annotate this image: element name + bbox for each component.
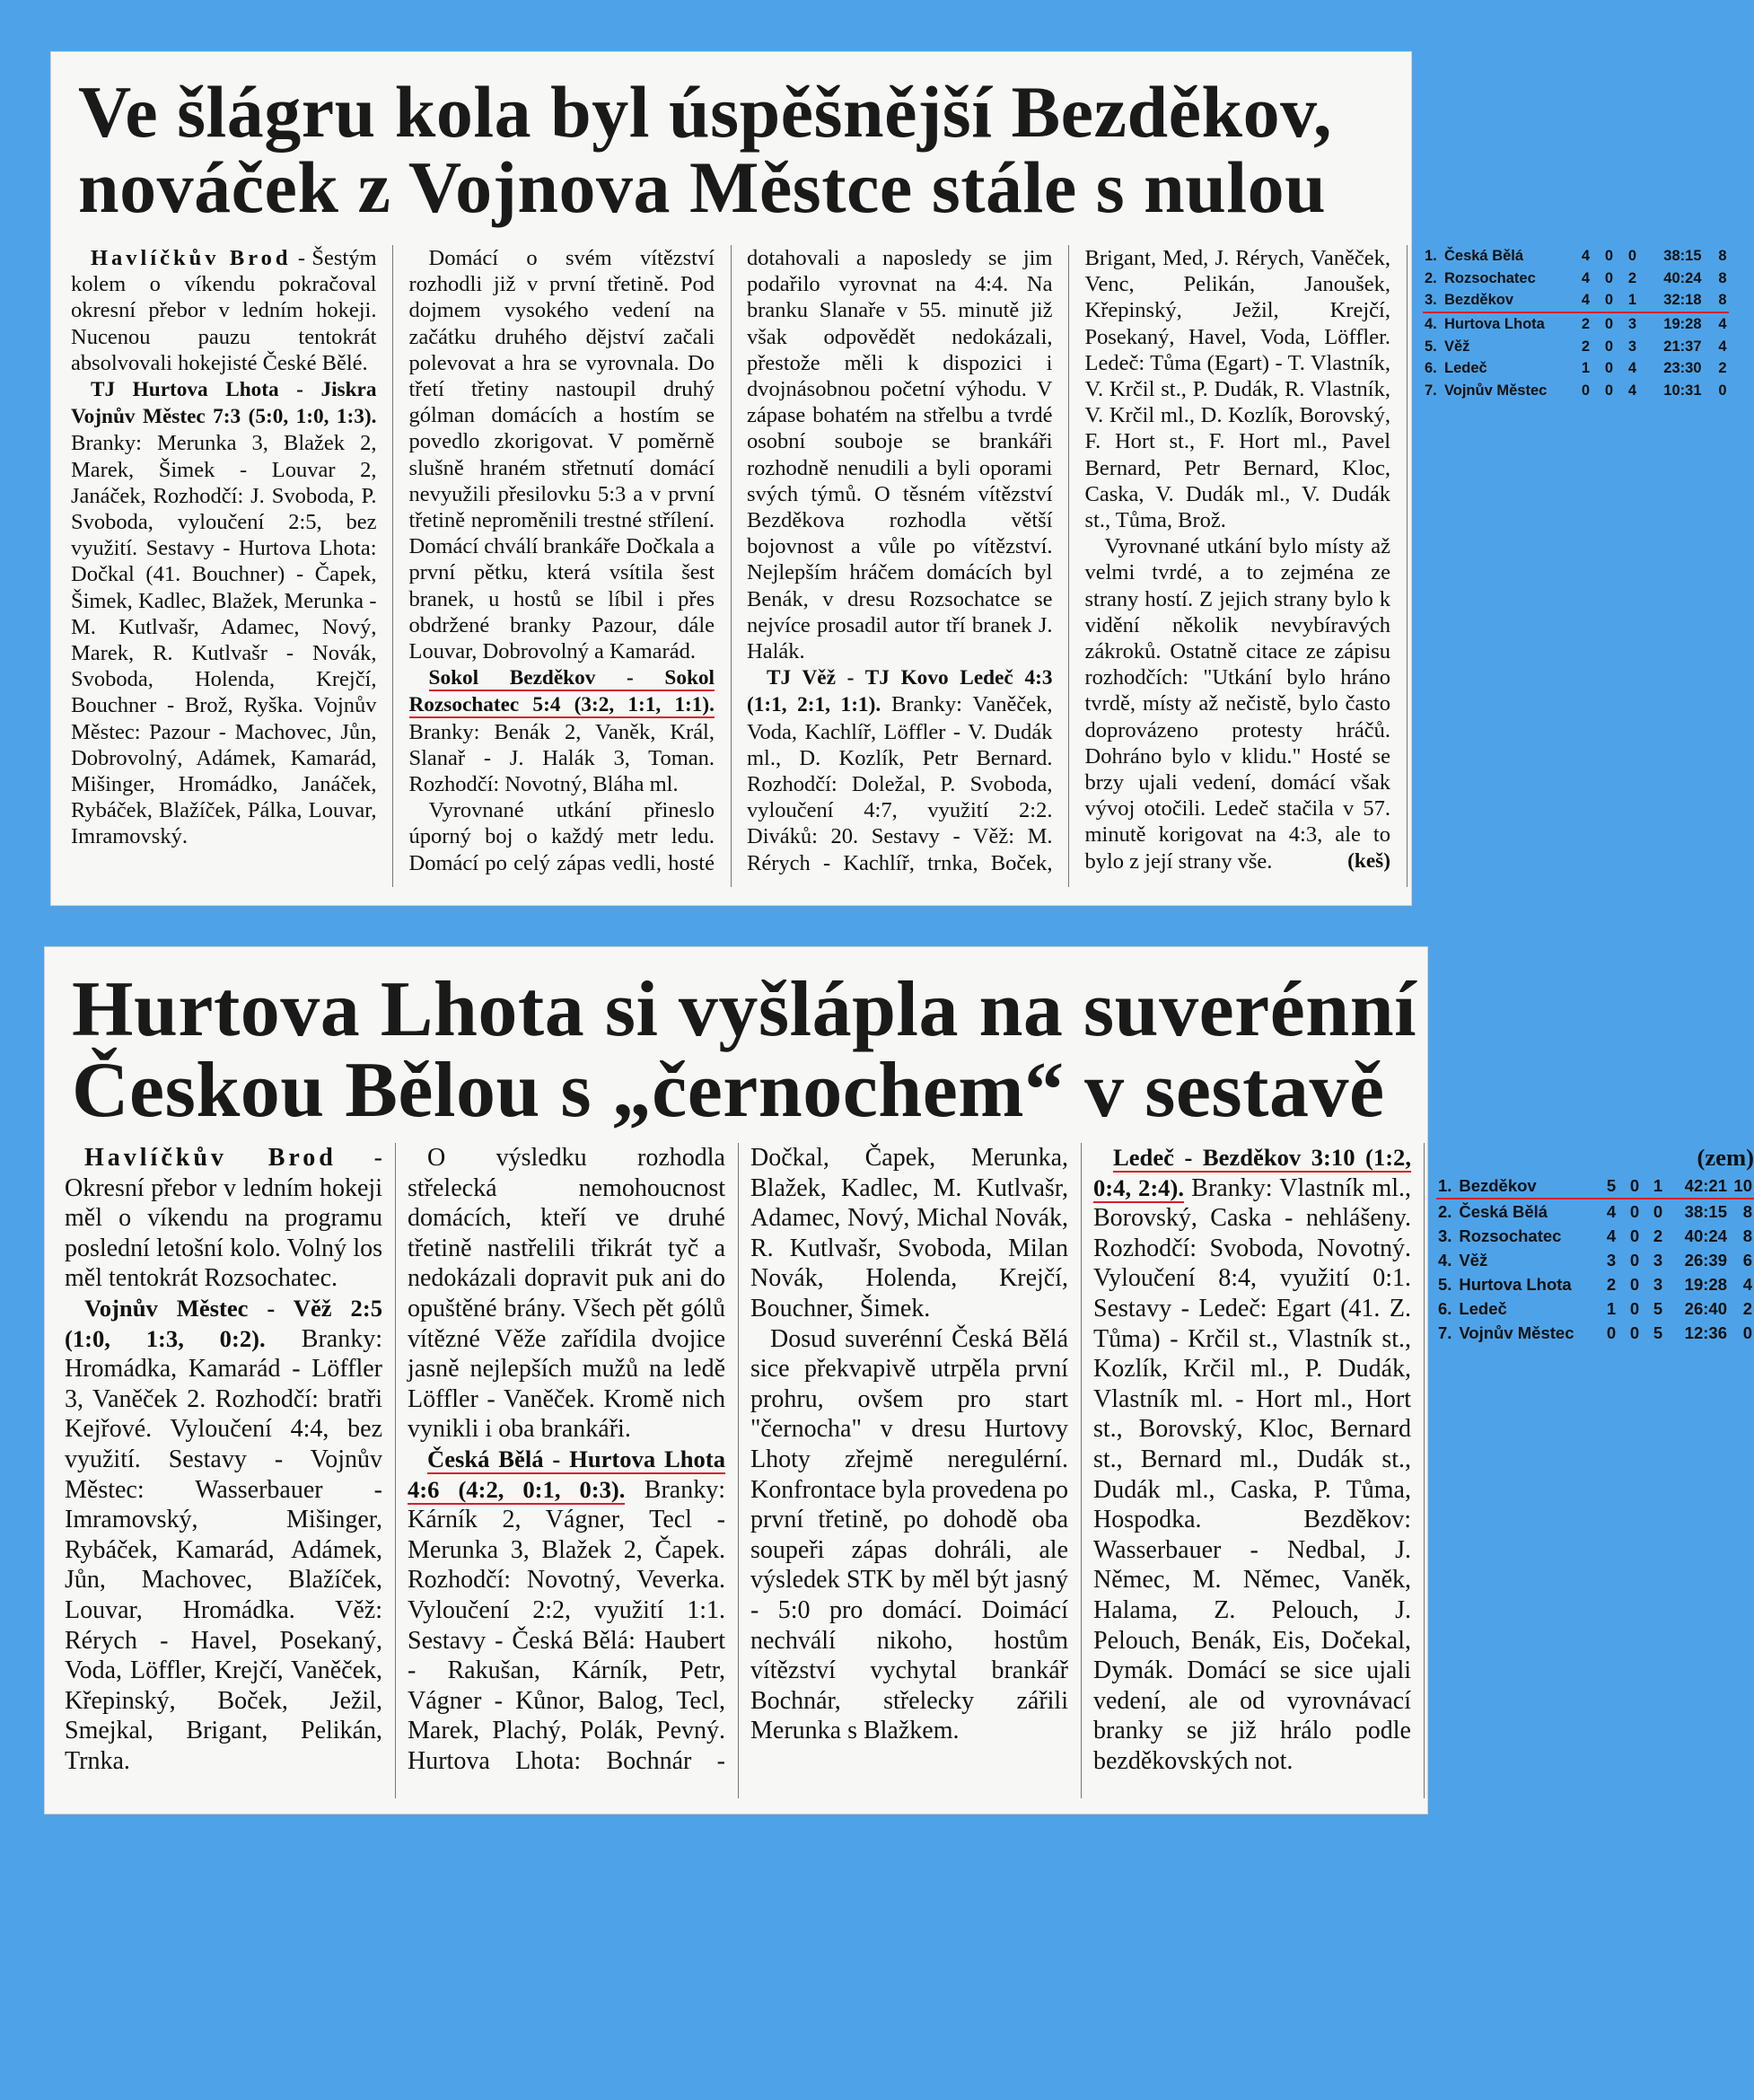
standings-pts: 10 — [1729, 1173, 1754, 1199]
standings-l: 4 — [1627, 382, 1637, 399]
standings-team: Česká Bělá — [1443, 248, 1524, 264]
standings-d: 0 — [1623, 1173, 1646, 1199]
standings-l: 5 — [1653, 1299, 1663, 1319]
standings-w: 4 — [1574, 289, 1598, 312]
standings-team: Hurtova Lhota — [1443, 315, 1545, 332]
standings-d: 0 — [1629, 1299, 1640, 1319]
standings-score: 38:15 — [1663, 248, 1702, 264]
standings-team: Ledeč — [1459, 1299, 1507, 1319]
standings-score: 42:21 — [1670, 1173, 1729, 1199]
standings-l: 1 — [1646, 1173, 1670, 1199]
standings-rank: 6. — [1425, 360, 1437, 377]
table-row — [1436, 1248, 1754, 1272]
standings-l: 0 — [1627, 248, 1637, 264]
standings-rank: 5. — [1438, 1275, 1452, 1295]
standings-score: 21:37 — [1663, 338, 1702, 355]
standings-l: 1 — [1621, 289, 1644, 312]
body-paragraph-2: O výsledku rozhodla střelecká nemohoucnost domácích, kteří ve druhé třetině nastřelili třikrát tyč a nedokázali dopravit puk ani do opuštěné brány. Všech pět gólů vítězné Věže zařídila dvojice jasně nejlepších mužů na ledě Löffler - Vaněček. Kromě nich vynikli i oba brankáři. — [408, 1144, 725, 1444]
standings-w: 1 — [1606, 1299, 1617, 1319]
standings-l: 0 — [1653, 1201, 1663, 1221]
standings-team: Česká Bělá — [1459, 1201, 1548, 1221]
standings-team: Bezděkov — [1457, 1173, 1600, 1199]
standings-score: 10:31 — [1663, 382, 1702, 399]
standings-l: 3 — [1653, 1250, 1663, 1270]
standings-team: Vojnův Městec — [1443, 382, 1548, 399]
standings-team: Vojnův Městec — [1459, 1323, 1574, 1343]
standings-pts: 8 — [1718, 248, 1727, 264]
standings-d: 0 — [1604, 382, 1614, 399]
standings-score: 19:28 — [1684, 1275, 1727, 1295]
standings-w: 3 — [1606, 1250, 1617, 1270]
standings-d: 0 — [1629, 1275, 1640, 1295]
headline-1-line-2: nováček z Vojnova Městce stále s nulou — [78, 146, 1327, 228]
standings-score: 26:39 — [1684, 1250, 1727, 1270]
standings-rank: 2. — [1425, 269, 1437, 286]
author-signature: (keš) — [1347, 848, 1390, 873]
headline-2-line-1: Hurtova Lhota si vyšlápla na suverénní — [72, 966, 1417, 1053]
standings-pts: 0 — [1742, 1323, 1752, 1343]
standings-score: 26:40 — [1684, 1299, 1727, 1319]
match-1-result: TJ Hurtova Lhota - Jiskra Vojnův Městec 7:3 (5:0, 1:0, 1:3). — [71, 378, 377, 429]
standings-l: 4 — [1627, 360, 1637, 377]
standings-team: Ledeč — [1443, 360, 1487, 377]
headline-2 — [72, 966, 1417, 1134]
standings-pts: 2 — [1742, 1299, 1752, 1319]
standings-rank: 1. — [1425, 248, 1437, 264]
standings-rank: 7. — [1425, 382, 1437, 399]
headline-1 — [78, 71, 1393, 228]
standings-w: 5 — [1600, 1173, 1623, 1199]
standings-pts: 8 — [1742, 1201, 1752, 1221]
standings-rank: 7. — [1438, 1323, 1452, 1343]
standings-d: 0 — [1604, 269, 1614, 286]
standings-score: 38:15 — [1684, 1201, 1727, 1221]
standings-l: 2 — [1627, 269, 1637, 286]
standings-score: 12:36 — [1684, 1323, 1727, 1343]
body-paragraph-4: Vyrovnané utkání bylo místy až velmi tvrdé, a to zejména ze strany hostí. Z jejich strany bylo k vidění několik nevybíravých zákroků. Ostatně citace ze zápisu rozhodčích: "Utkání bylo hráno tvrdě, místy až nečistě, bylo často doprovázeno protesty hráčů. Dohráno bylo v klidu." Hosté se brzy ujali vedení, domácí však vývoj otočili. Ledeč stačila v 57. minutě korigovat na 4:3, ale to bylo z její strany vše. — [1084, 534, 1390, 874]
standings-rank: 4. — [1438, 1250, 1452, 1270]
dateline: Havlíčkův Brod — [84, 1144, 337, 1172]
headline-2-line-2: Českou Bělou s „černochem“ v sestavě — [72, 1047, 1385, 1134]
standings-d: 0 — [1604, 315, 1614, 332]
dateline: Havlíčkův Brod — [91, 246, 292, 270]
standings-rank: 6. — [1438, 1299, 1452, 1319]
standings-w: 4 — [1606, 1226, 1617, 1245]
standings-d: 0 — [1629, 1250, 1640, 1270]
standings-team: Hurtova Lhota — [1459, 1275, 1572, 1295]
table-row — [1436, 1173, 1754, 1199]
standings-pts: 6 — [1742, 1250, 1752, 1270]
standings-w: 0 — [1606, 1323, 1617, 1343]
match-3-report: Branky: Vlastník ml., Borovský, Caska - nehlášeny. Rozhodčí: Svoboda, Novotný. Vyloučení 8:4, využití 0:1. Sestavy - Ledeč: Egart (41. Z. Tůma) - Krčil st., Vlastník st., Kozlík, Krčil ml., P. Dudák, Vlastník ml. - Hort ml., Hort st., Borovský, Kloc, Bernard st., Bernard ml., Dudák st., Dudák ml., Caska, P. Tůma, Hospodka. Bezděkov: Wasserbauer - Nedbal, J. Němec, M. Němec, Vaněk, Halama, Z. Pelouch, J. Pelouch, Benák, Eis, Dočekal, Dymák. Domácí se sice ujali vedení, ale od vyrovnávací branky se již hrálo podle bezděkovských not. — [1093, 1173, 1411, 1775]
table-row — [1436, 1199, 1754, 1224]
standings-pts: 4 — [1742, 1275, 1752, 1295]
standings-score: 23:30 — [1663, 360, 1702, 377]
standings-pts: 8 — [1704, 289, 1729, 312]
standings-l: 3 — [1627, 338, 1637, 355]
table-row — [1423, 336, 1729, 358]
table-row — [1436, 1224, 1754, 1248]
standings-l: 2 — [1653, 1226, 1663, 1245]
standings-table — [1423, 245, 1729, 401]
table-row — [1423, 312, 1729, 336]
standings-w: 2 — [1606, 1275, 1617, 1295]
standings-w: 4 — [1581, 269, 1591, 286]
table-row — [1436, 1296, 1754, 1321]
standings-team: Věž — [1443, 338, 1470, 355]
standings-team: Rozsochatec — [1459, 1226, 1562, 1245]
standings-score: 19:28 — [1663, 315, 1702, 332]
match-3-result: TJ Věž - TJ Kovo Ledeč 4:3 (1:1, 2:1, 1:1). — [747, 666, 1053, 717]
match-2-result: Sokol Bezděkov - Sokol Rozsochatec 5:4 (3:2, 1:1, 1:1). — [408, 666, 715, 717]
standings-d: 0 — [1604, 338, 1614, 355]
match-3-result: Ledeč - Bezděkov 3:10 (1:2, 0:4, 2:4). — [1093, 1144, 1411, 1201]
standings-rank: 5. — [1425, 338, 1437, 355]
newspaper-clipping-2 — [45, 947, 1754, 1814]
standings-rank: 4. — [1425, 315, 1437, 332]
standings-pts: 4 — [1718, 338, 1727, 355]
standings-w: 4 — [1581, 248, 1591, 264]
standings-team: Věž — [1459, 1250, 1488, 1270]
table-row — [1423, 357, 1729, 380]
standings-pts: 2 — [1718, 360, 1727, 377]
standings-d: 0 — [1604, 248, 1614, 264]
standings-team: Rozsochatec — [1443, 269, 1536, 286]
standings-pts: 0 — [1718, 382, 1727, 399]
standings-d: 0 — [1629, 1226, 1640, 1245]
standings-l: 3 — [1653, 1275, 1663, 1295]
standings-d: 0 — [1604, 360, 1614, 377]
body-paragraph-2: Domácí o svém vítězství rozhodli již v první třetině. Pod dojmem vysokého vedení na začátku druhého dějství začali polevovat a hra se vyrovnala. Do třetí třetiny nastoupil druhý gólman domácích a hostím se povedlo zkorigovat. V poměrně slušně hraném střetnutí domácí nevyužili přesilovku 5:3 a v první třetině neproměnili trestné střílení. Domácí chválí brankáře Dočkala a první pětku, která vsítila šest branek, u hostů se líbil i přes obdržené branky Pazour, dále Louvar, Dobrovolný a Kamarád. — [408, 246, 715, 664]
body-paragraph-3: Dosud suverénní Česká Bělá sice překvapivě utrpěla první prohru, ovšem pro start "černocha" v dresu Hurtovy Lhoty zřejmě neregulérní. Konfrontace byla provedena po první třetině, po dohodě oba soupeři zápas dohráli, ale výsledek STK by měl být jasný - 5:0 pro domácí. Doimácí nechválí nikoho, hostům vítězství vychytal brankář Bochnár, střelecky zářili Merunka s Blažkem. — [750, 1324, 1068, 1745]
table-row — [1423, 268, 1729, 290]
article2-body — [65, 1143, 1754, 1798]
standings-table — [1436, 1173, 1754, 1346]
standings-w: 0 — [1581, 382, 1591, 399]
standings-l: 3 — [1627, 315, 1637, 332]
match-2-result: Česká Bělá - Hurtova Lhota 4:6 (4:2, 0:1, 0:3). — [408, 1445, 725, 1503]
standings-rank: 3. — [1423, 289, 1443, 312]
table-row — [1436, 1321, 1754, 1345]
match-1-report: Branky: Merunka 3, Blažek 2, Marek, Šimek - Louvar 2, Janáček, Rozhodčí: J. Svoboda, P. Svoboda, vyloučení 2:5, bez využití. Sestavy - Hurtova Lhota: Dočkal (41. Bouchner) - Čapek, Šimek, Kadlec, Blažek, Merunka - M. Kutlvašr, Adamec, Nový, Marek, R. Kutlvašr - Novák, Svoboda, Holenda, Krejčí, Bouchner - Brož, Ryška. Vojnův Městec: Pazour - Machovec, Jůn, Dobrovolný, Adámek, Kamarád, Mišinger, Hromádko, Janáček, Rybáček, Blažíček, Pálka, Louvar, Imramovský. — [71, 431, 377, 849]
match-2-report: Branky: Benák 2, Vaněk, Král, Slanař - J. Halák 3, Toman. Rozhodčí: Novotný, Bláha ml. — [408, 719, 715, 797]
standings-team: Bezděkov — [1443, 289, 1574, 312]
headline-1-line-1: Ve šlágru kola byl úspěšnější Bezděkov, — [78, 71, 1333, 153]
standings-pts: 4 — [1718, 315, 1727, 332]
standings-pts: 8 — [1718, 269, 1727, 286]
standings-rank: 3. — [1438, 1226, 1452, 1245]
standings-l: 5 — [1653, 1323, 1663, 1343]
standings-score: 40:24 — [1663, 269, 1702, 286]
standings-w: 2 — [1581, 338, 1591, 355]
standings-w: 1 — [1581, 360, 1591, 377]
body-paragraph-3: Vyrovnané utkání přineslo úporný boj o každý metr ledu. Domácí po celý zápas vedli, hosté dotahovali a naposledy se jim podařilo vyrovnat na 4:4. Na branku Slanaře v 55. minutě již však odpovědět nedokázali, přestože měli k dispozici i dvojnásobnou početní výhodu. V zápase bohatém na střelbu a tvrdé osobní souboje se brankáři rozhodně nenudili a byli oporami svých týmů. O těsném vítězství Bezděkova rozhodla větší bojovnost a vůle po vítězství. Nejlepším hráčem domácích byl Benák, v dresu Rozsochatce se nejvíce prosadil autor tří branek J. Halák. — [408, 246, 1053, 875]
standings-score: 32:18 — [1644, 289, 1704, 312]
intro-text: - Okresní přebor v ledním hokeji měl o víkendu na programu poslední letošní kolo. Volný los měl tentokrát Rozsochatec. — [65, 1144, 382, 1293]
standings-w: 2 — [1581, 315, 1591, 332]
author-signature: (zem) — [1697, 1144, 1754, 1171]
match-1-report: Branky: Hromádka, Kamarád - Löffler 3, Vaněček 2. Rozhodčí: bratři Kejřové. Vyloučení 4:4, bez využití. Sestavy - Vojnův Městec: Wasserbauer - Imramovský, Mišinger, Rybáček, Kamarád, Adámek, Jůn, Machovec, Blažíček, Louvar, Hromádka. Věž: Rérych - Havel, Posekaný, Voda, Löffler, Krejčí, Vaněček, Křepinský, Boček, Ježil, Smejkal, Brigant, Pelikán, Trnka. — [65, 1324, 382, 1775]
standings-w: 4 — [1606, 1201, 1617, 1221]
standings-d: 0 — [1598, 289, 1621, 312]
match-1-result: Vojnův Městec - Věž 2:5 (1:0, 1:3, 0:2). — [65, 1294, 382, 1352]
standings-d: 0 — [1629, 1201, 1640, 1221]
intro-text: - Šestým kolem o víkendu pokračoval okresní přebor v ledním hokeji. Nucenou pauzu tentokrát absolvovali hokejisté České Bělé. — [71, 246, 377, 375]
table-row — [1423, 380, 1729, 402]
article1-body — [71, 245, 1727, 887]
match-2-report: Branky: Kárník 2, Vágner, Tecl - Merunka 3, Blažek 2, Čapek. Rozhodčí: Novotný, Veverka. Vyloučení 2:2, využití 1:1. Sestavy - Česká Bělá: Haubert - Rakušan, Kárník, Petr, Vágner - Kůnor, Balog, Tecl, Marek, Plachý, Polák, Pevný. Hurtova Lhota: Bochnár - Dočkal, Čapek, Merunka, Blažek, Kadlec, M. Kutlvašr, Adamec, Nový, Michal Novák, R. Kutlvašr, Svoboda, Milan Novák, Holenda, Krejčí, Bouchner, Šimek. — [408, 1144, 1068, 1775]
standings-rank: 1. — [1436, 1173, 1457, 1199]
standings-score: 40:24 — [1684, 1226, 1727, 1245]
table-row — [1436, 1272, 1754, 1296]
match-3-report: Branky: Vaněček, Voda, Kachlíř, Löffler - V. Dudák ml., D. Kozlík, Petr Bernard. Rozhodčí: Doležal, P. Svoboda, vyloučení 4:7, využití 2:2. Diváků: 20. Sestavy - Věž: M. Rérych - Kachlíř, trnka, Boček, Brigant, Med, J. Rérych, Vaněček, Venc, Pelikán, Janoušek, Křepinský, Ježil, Krejčí, Posekaný, Havel, Voda, Löffler. Ledeč: Tůma (Egart) - T. Vlastník, V. Krčil st., P. Dudák, R. Vlastník, V. Krčil ml., D. Kozlík, Borovský, F. Hort st., F. Hort ml., Pavel Bernard, Petr Bernard, Kloc, Caska, V. Dudák ml., V. Dudák st., Tůma, Brož. — [747, 246, 1390, 875]
newspaper-clipping-1 — [51, 52, 1727, 905]
table-row — [1423, 245, 1729, 268]
standings-pts: 8 — [1742, 1226, 1752, 1245]
standings-rank: 2. — [1438, 1201, 1452, 1221]
table-row — [1423, 289, 1729, 312]
standings-d: 0 — [1629, 1323, 1640, 1343]
